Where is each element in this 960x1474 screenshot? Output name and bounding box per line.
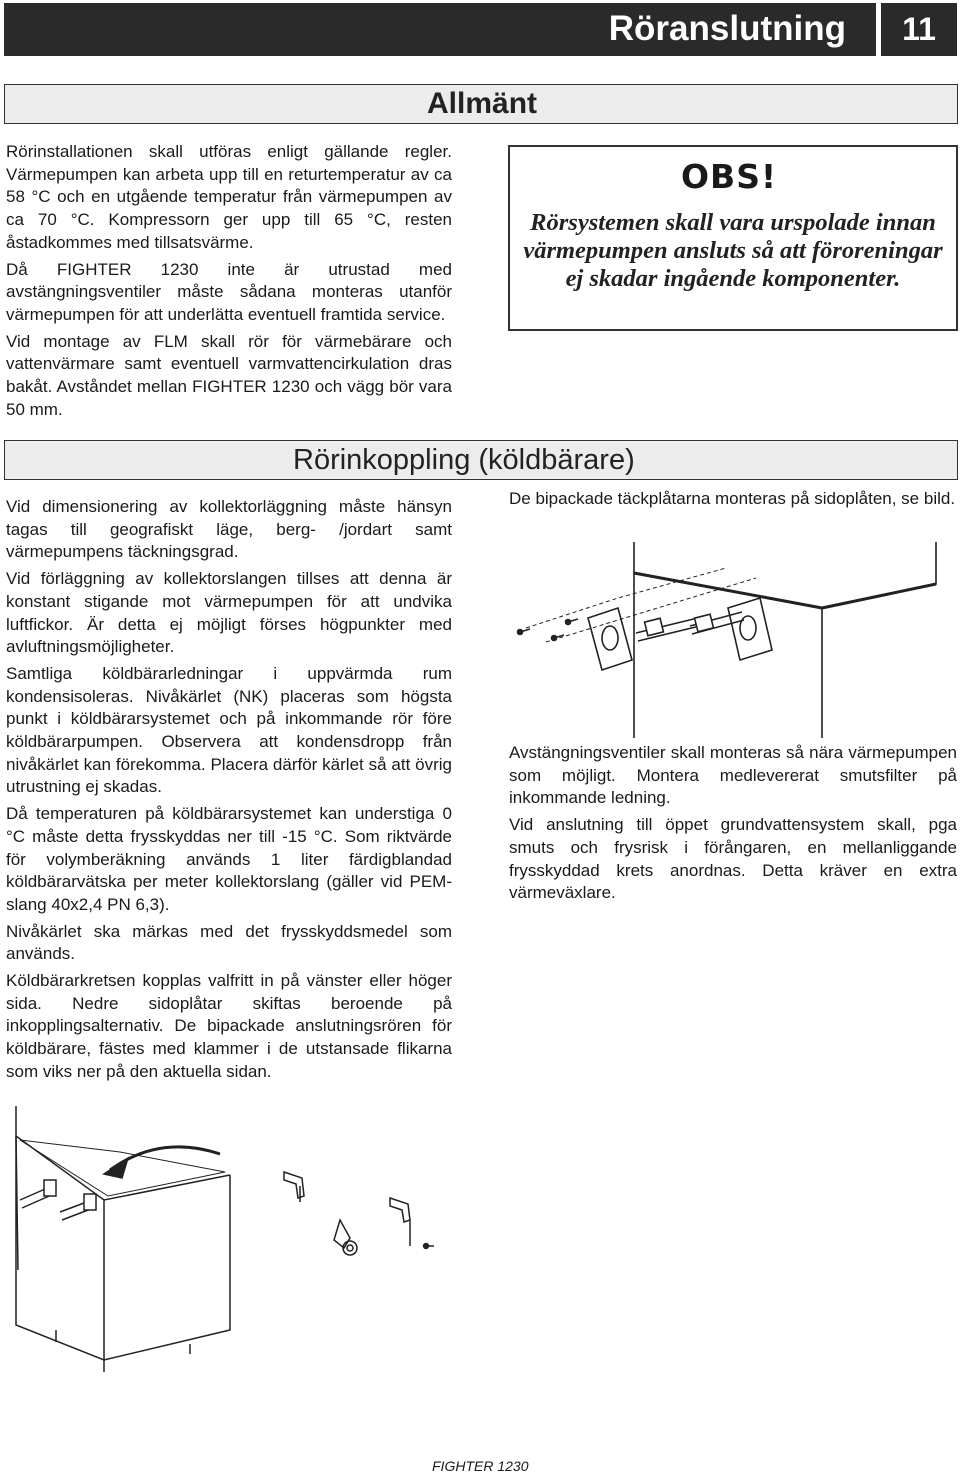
paragraph: Då temperaturen på köldbärarsystemet kan understiga 0 °C måste detta frysskyddas ner till -15 °C. Som riktvärde för volymberäkning används 1 liter färdigblandad köldbärarvätska per meter kollektorslang (gäller vid PEM-slang 40x2,4 PN 6,3). bbox=[6, 804, 452, 914]
paragraph: Vid förläggning av kollektorslangen tillses att denna är konstant stigande mot värmepumpen för att undvika luftfickor. Är detta ej möjligt förses högpunkter med avluftningsmöjligheter. bbox=[6, 569, 452, 657]
obs-notice bbox=[508, 145, 958, 331]
obs-heading: OBS! bbox=[681, 157, 778, 196]
paragraph: Vid montage av FLM skall rör för värmebärare och vattenvärmare samt eventuell varmvattencirkulation dras bakåt. Avståndet mellan FIGHTER 1230 och vägg bör vara 50 mm. bbox=[6, 331, 452, 419]
page-number: 11 bbox=[881, 3, 957, 56]
footer-model: FIGHTER 1230 bbox=[432, 1458, 529, 1474]
paragraph: Då FIGHTER 1230 inte är utrustad med avstängningsventiler måste sådana monteras utanför värmepumpen för att underlätta eventuell framtida service. bbox=[6, 259, 452, 324]
section-title-rorinkoppling: Rörinkoppling (köldbärare) bbox=[293, 444, 635, 476]
paragraph: Nivåkärlet ska märkas med det frysskyddsmedel som används. bbox=[6, 921, 452, 964]
paragraph: De bipackade täckplåtarna monteras på sidoplåten, se bild. bbox=[509, 489, 956, 508]
side-plate-illustration bbox=[506, 538, 960, 738]
paragraph: Vid anslutning till öppet grundvattensystem skall, pga smuts och frysrisk i förångaren, en mellanliggande frysskyddad krets anordnas. Detta kräver en extra värmeväxlare. bbox=[509, 815, 957, 903]
heat-pump-illustration bbox=[0, 1100, 480, 1390]
paragraph: Avstängningsventiler skall monteras så nära värmepumpen som möjligt. Montera medlevererat smutsfilter på inkommande ledning. bbox=[509, 743, 957, 808]
paragraph: Samtliga köldbärarledningar i uppvärmda rum kondensisoleras. Nivåkärlet (NK) placeras som högsta punkt i köldbärarsystemet och på inkommande rör före köldbärarpumpen. Observera att kondensdropp från nivåkärlet kan förekomma. Placera därför kärlet så att övrig utrustning ej skadas. bbox=[6, 663, 452, 797]
obs-text: Rörsystemen skall vara urspolade innan värmepumpen ansluts så att föroreningar ej skadar ingående komponenter. bbox=[523, 209, 943, 292]
rorinkoppling-right-text bbox=[509, 742, 957, 909]
allmant-text bbox=[6, 141, 452, 425]
section-title-allmant: Allmänt bbox=[427, 87, 538, 120]
rorinkoppling-left-text bbox=[6, 496, 452, 1088]
page-title: Röranslutning bbox=[608, 9, 846, 48]
section-bar-allmant bbox=[4, 84, 958, 124]
header-bar bbox=[4, 3, 876, 56]
section-bar-rorinkoppling bbox=[4, 440, 958, 480]
paragraph: Rörinstallationen skall utföras enligt gällande regler. Värmepumpen kan arbeta upp till en returtemperatur av ca 58 °C och en utgående temperatur från värmepumpen av ca 70 °C. Kompressorn ger upp till 65 °C, resten åstadkommes med tillsatsvärme. bbox=[6, 142, 452, 252]
paragraph: Vid dimensionering av kollektorläggning måste hänsyn tagas till geografiskt läge, berg- /jordart samt värmepumpens täckningsgrad. bbox=[6, 497, 452, 562]
right-intro-text bbox=[509, 488, 957, 515]
paragraph: Köldbärarkretsen kopplas valfritt in på vänster eller höger sida. Nedre sidoplåtar skiftas beroende på inkopplingsalternativ. De bipackade anslutningsrören för köldbärare, fästes med klammer i de utstansade flikarna som viks ner på den aktuella sidan. bbox=[6, 971, 452, 1081]
